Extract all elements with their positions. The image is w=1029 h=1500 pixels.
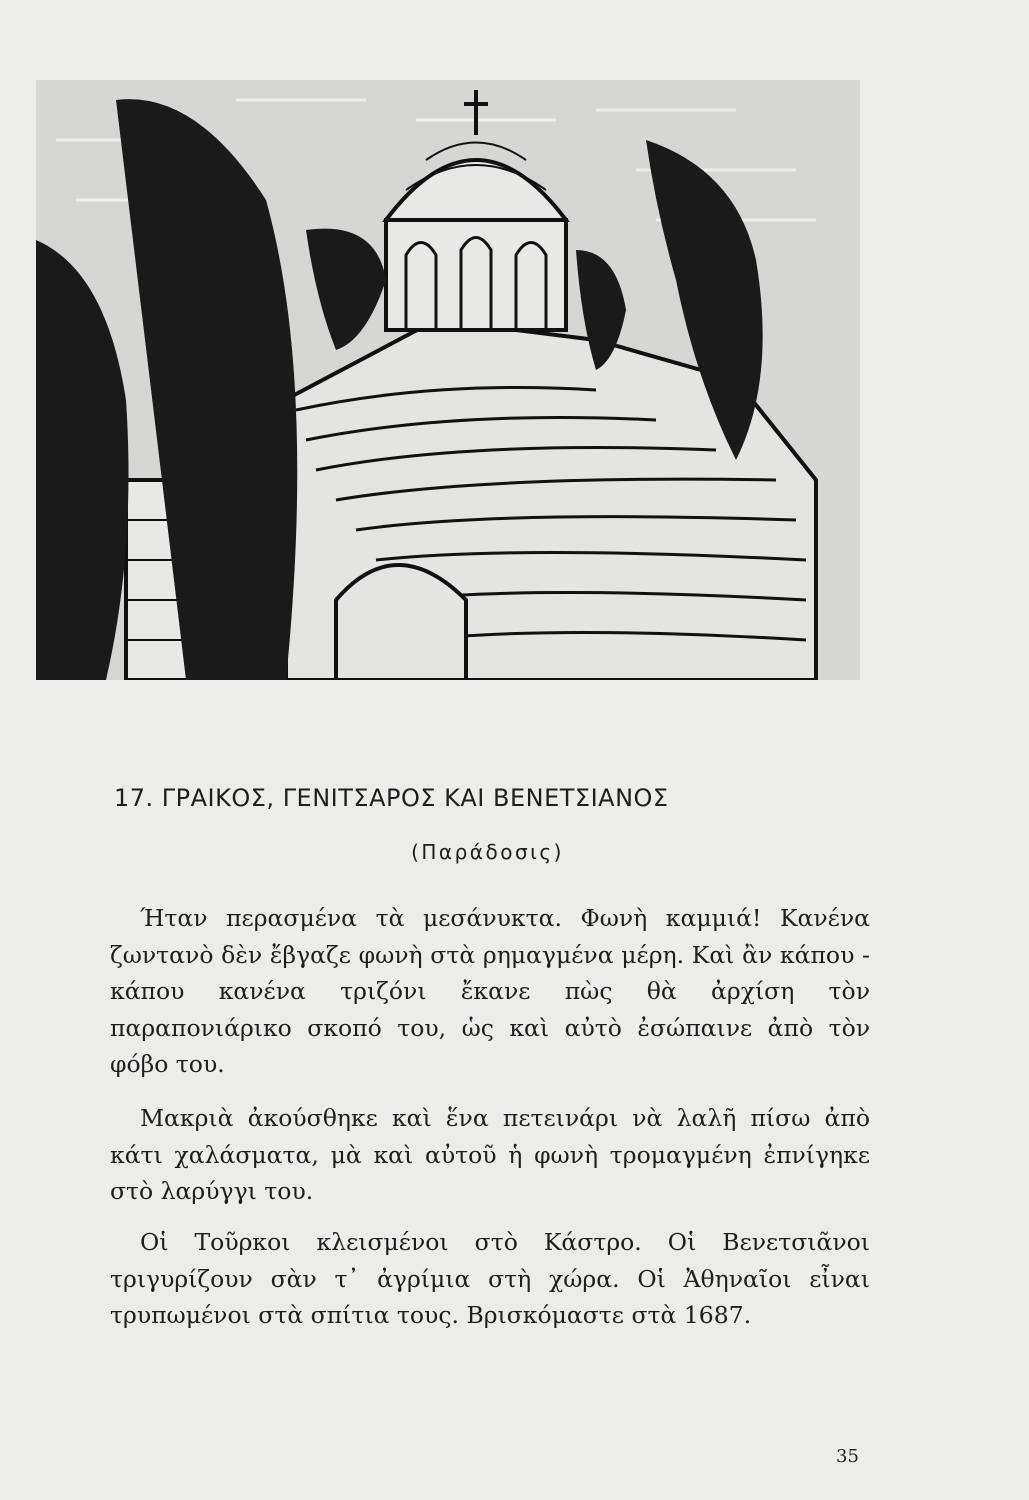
paragraph-3: Οἱ Τοῦρκοι κλεισμένοι στὸ Κάστρο. Οἱ Βενετσιᾶνοι τριγυρίζουν σὰν τ᾽ ἀγρίμια στὴ χώρα. Οἱ Ἀθηναῖοι εἶναι τρυπωμένοι στὰ σπίτια τους. Βρισκόμαστε στὰ 1687. [110, 1228, 870, 1329]
church-drawing [36, 80, 860, 680]
church-woodcut-illustration [36, 80, 860, 680]
chapter-subtitle: (Παράδοσις) [411, 840, 564, 864]
chapter-title: 17. ΓΡΑΙΚΟΣ, ΓΕΝΙΤΣΑΡΟΣ ΚΑΙ ΒΕΝΕΤΣΙΑΝΟΣ [114, 784, 669, 812]
paragraph-2: Μακριὰ ἀκούσθηκε καὶ ἕνα πετεινάρι νὰ λαλῆ πίσω ἀπὸ κάτι χαλάσματα, μὰ καὶ αὐτοῦ ἡ φωνὴ τρομαγμένη ἐπνίγηκε στὸ λαρύγγι του. [110, 1104, 870, 1205]
paragraph-1: Ήταν περασμένα τὰ μεσάνυκτα. Φωνὴ καμμιά! Κανένα ζωντανὸ δὲν ἔβγαζε φωνὴ στὰ ρημαγμένα μέρη. Καὶ ἂν κάπου - κάπου κανένα τριζόνι ἔκανε πὼς θὰ ἀρχίση τὸν παραπονιάρικο σκοπό του, ὡς καὶ αὐτὸ ἐσώπαινε ἀπὸ τὸν φόβο του. [110, 904, 870, 1078]
page-number: 35 [836, 1446, 859, 1467]
